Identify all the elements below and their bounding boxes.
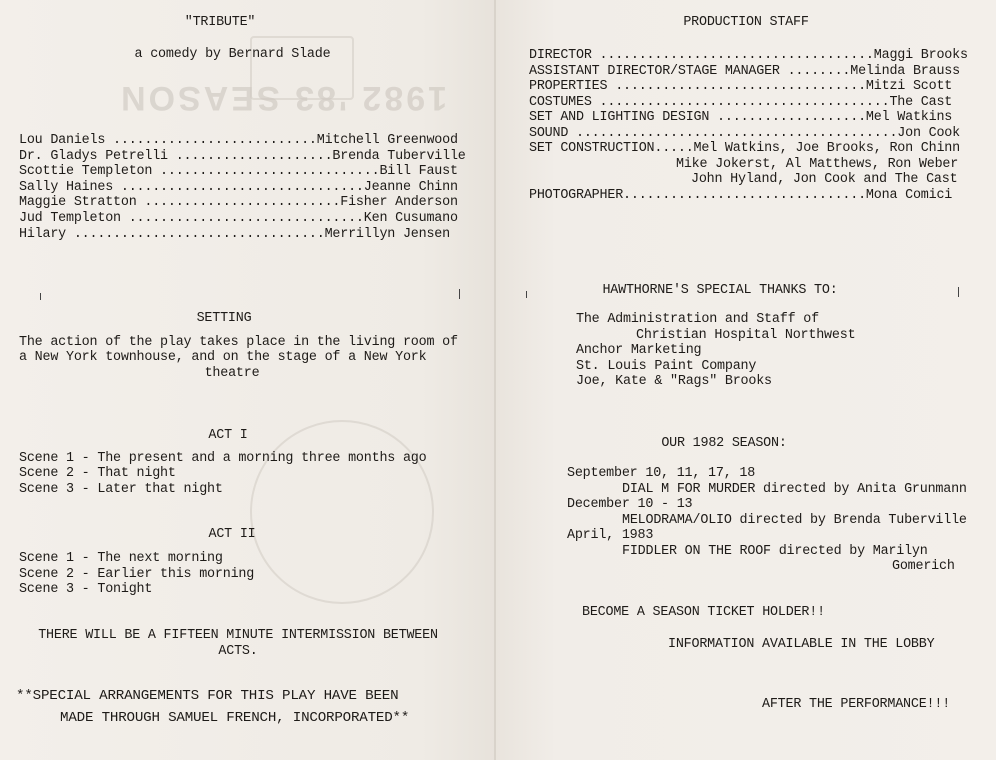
ticket-callout: BECOME A SEASON TICKET HOLDER!! xyxy=(582,605,825,620)
act2-scene: Scene 2 - Earlier this morning xyxy=(19,567,255,582)
staff-row: DIRECTOR ...................................Maggi Brooks xyxy=(529,48,968,63)
thanks-line: Anchor Marketing xyxy=(576,343,702,358)
bleed-through-seal xyxy=(250,420,434,604)
cast-row: Dr. Gladys Petrelli ....................Brenda Tuberville xyxy=(19,149,466,164)
act1-heading: ACT I xyxy=(208,428,248,443)
season-line: April, 1983 xyxy=(567,528,654,543)
setting-line: The action of the play takes place in the living room of xyxy=(19,335,458,350)
season-line: September 10, 11, 17, 18 xyxy=(567,466,756,481)
setting-heading: SETTING xyxy=(196,311,252,326)
season-line: FIDDLER ON THE ROOF directed by Marilyn xyxy=(622,544,928,559)
staff-row: SOUND .........................................Jon Cook xyxy=(529,126,960,141)
arrangements-note: **SPECIAL ARRANGEMENTS FOR THIS PLAY HAVE BEEN xyxy=(16,688,399,704)
season-line: December 10 - 13 xyxy=(567,497,693,512)
season-line: MELODRAMA/OLIO directed by Brenda Tuberville xyxy=(622,513,967,528)
margin-mark xyxy=(40,293,41,300)
staff-row: PROPERTIES ................................Mitzi Scott xyxy=(529,79,953,94)
staff-row: John Hyland, Jon Cook and The Cast xyxy=(691,172,958,187)
margin-mark xyxy=(958,287,959,297)
setting-line: theatre xyxy=(204,366,260,381)
intermission-note: THERE WILL BE A FIFTEEN MINUTE INTERMISSION BETWEEN xyxy=(38,628,438,643)
cast-row: Jud Templeton ..............................Ken Cusumano xyxy=(19,211,458,226)
thanks-line: The Administration and Staff of xyxy=(576,312,819,327)
cast-row: Hilary ................................Merrillyn Jensen xyxy=(19,227,450,242)
cast-row: Sally Haines ...............................Jeanne Chinn xyxy=(19,180,458,195)
act1-scene: Scene 1 - The present and a morning three months ago xyxy=(19,451,427,466)
act1-scene: Scene 2 - That night xyxy=(19,466,176,481)
act2-heading: ACT II xyxy=(208,527,256,542)
staff-row: SET CONSTRUCTION.....Mel Watkins, Joe Brooks, Ron Chinn xyxy=(529,141,960,156)
play-subtitle: a comedy by Bernard Slade xyxy=(134,47,331,62)
act2-scene: Scene 3 - Tonight xyxy=(19,582,153,597)
play-title: "TRIBUTE" xyxy=(184,15,256,30)
season-line: Gomerich xyxy=(892,559,955,574)
bleed-through-frame xyxy=(250,36,354,100)
act2-scene: Scene 1 - The next morning xyxy=(19,551,223,566)
cast-row: Maggie Stratton .........................Fisher Anderson xyxy=(19,195,458,210)
staff-row: COSTUMES .....................................The Cast xyxy=(529,95,953,110)
left-page xyxy=(0,0,496,760)
staff-row: SET AND LIGHTING DESIGN ...................Mel Watkins xyxy=(529,110,953,125)
thanks-line: St. Louis Paint Company xyxy=(576,359,757,374)
margin-mark xyxy=(459,289,460,299)
act1-scene: Scene 3 - Later that night xyxy=(19,482,223,497)
production-staff-heading: PRODUCTION STAFF xyxy=(683,15,809,30)
bleed-through-stamp: 1982 '83 SEASON xyxy=(118,79,448,117)
thanks-line: Joe, Kate & "Rags" Brooks xyxy=(576,374,772,389)
after-callout: AFTER THE PERFORMANCE!!! xyxy=(762,697,951,712)
right-page xyxy=(496,0,996,760)
season-line: DIAL M FOR MURDER directed by Anita Grunmann xyxy=(622,482,967,497)
staff-row: Mike Jokerst, Al Matthews, Ron Weber xyxy=(676,157,959,172)
cast-row: Lou Daniels ..........................Mitchell Greenwood xyxy=(19,133,458,148)
intermission-note: ACTS. xyxy=(218,644,258,659)
season-heading: OUR 1982 SEASON: xyxy=(661,436,787,451)
staff-row: ASSISTANT DIRECTOR/STAGE MANAGER ........Melinda Brauss xyxy=(529,64,960,79)
staff-row: PHOTOGRAPHER...............................Mona Comici xyxy=(529,188,953,203)
thanks-heading: HAWTHORNE'S SPECIAL THANKS TO: xyxy=(602,283,838,298)
setting-line: a New York townhouse, and on the stage of a New York xyxy=(19,350,427,365)
info-callout: INFORMATION AVAILABLE IN THE LOBBY xyxy=(668,637,935,652)
cast-row: Scottie Templeton ............................Bill Faust xyxy=(19,164,458,179)
arrangements-note: MADE THROUGH SAMUEL FRENCH, INCORPORATED** xyxy=(60,710,410,726)
thanks-line: Christian Hospital Northwest xyxy=(636,328,856,343)
